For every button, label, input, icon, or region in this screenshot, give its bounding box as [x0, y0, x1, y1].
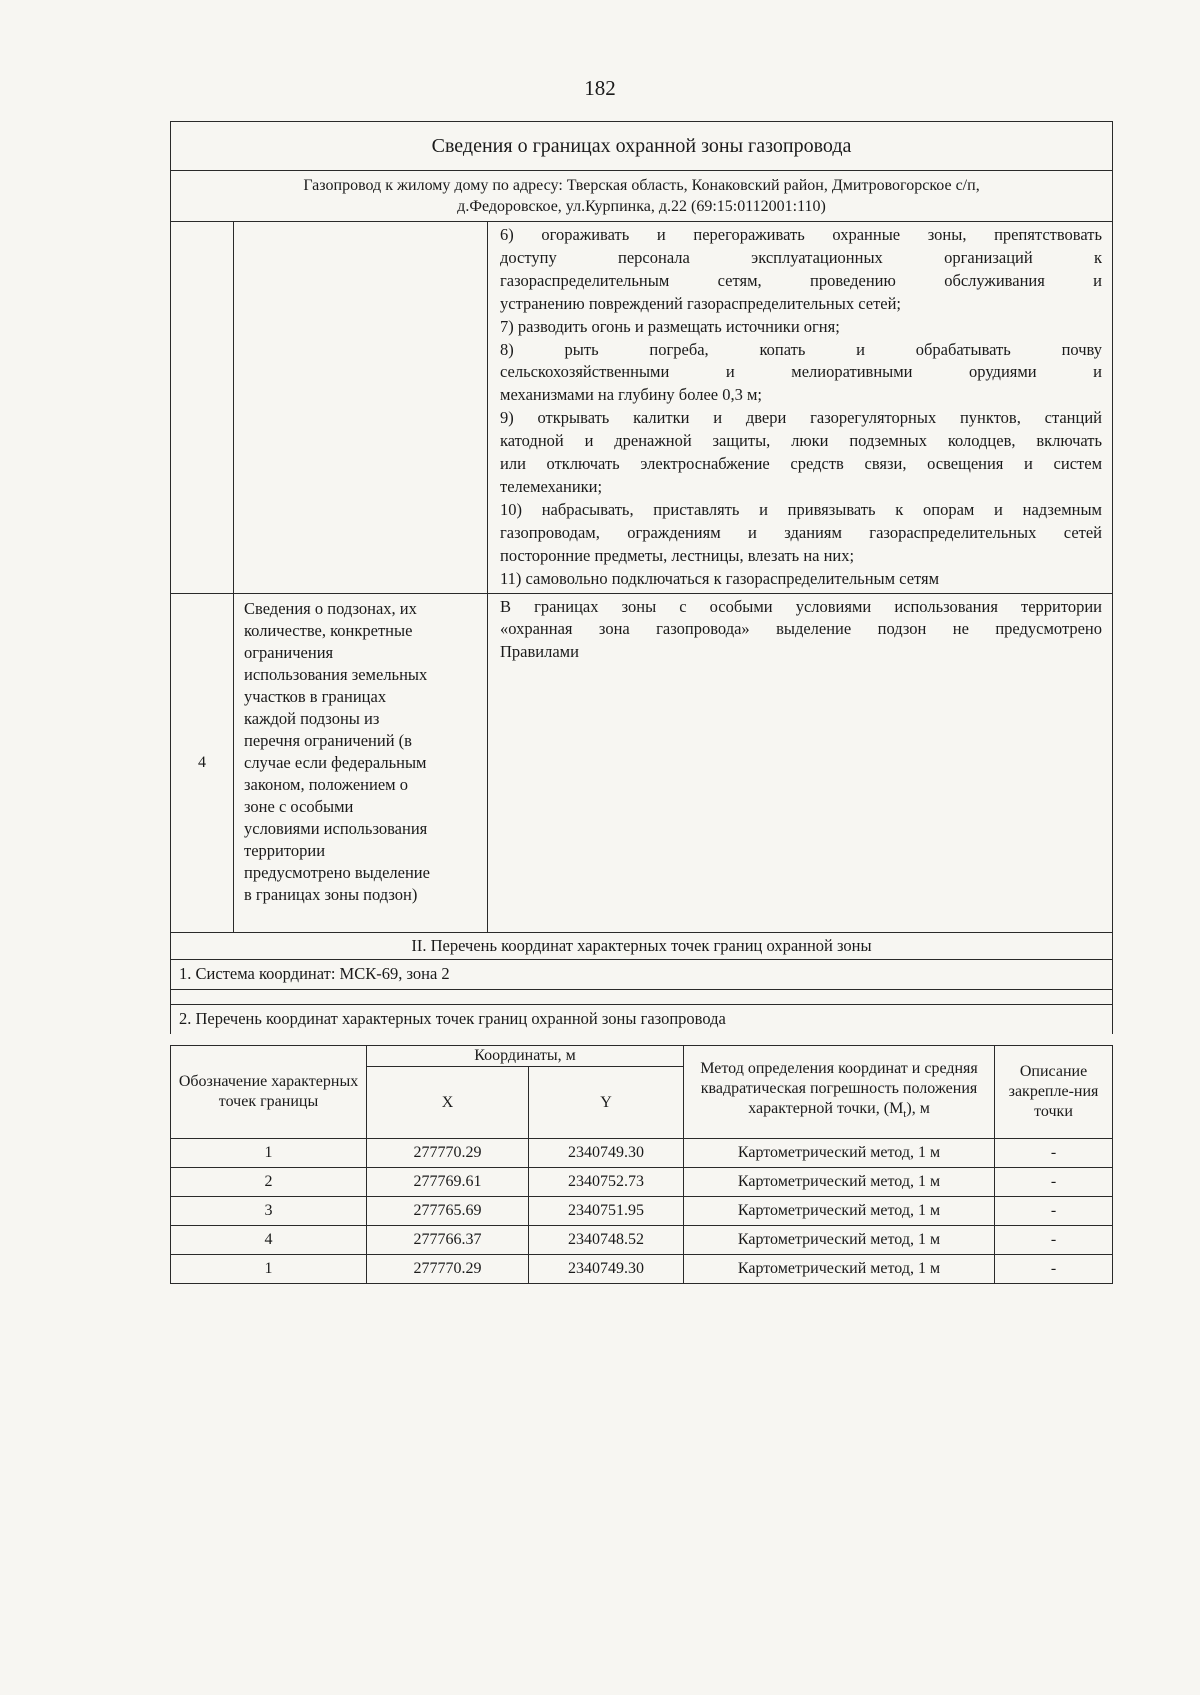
point-y: 2340752.73	[529, 1168, 684, 1197]
text-line: 6) огораживать и перегораживать охранные зоны, препятствовать	[500, 225, 1103, 244]
table-subtitle	[171, 171, 1113, 222]
text-line: 10) набрасывать, приставлять и привязывать к опорам и надземным	[500, 499, 1103, 519]
point-method: Картометрический метод, 1 м	[684, 1197, 995, 1226]
point-y: 2340748.52	[529, 1226, 684, 1255]
label-line: законом, положением о	[244, 774, 408, 794]
point-description: -	[995, 1226, 1113, 1255]
table-row	[171, 222, 1113, 594]
header-description: Описание закрепле-ния точки	[995, 1046, 1113, 1139]
point-method: Картометрический метод, 1 м	[684, 1226, 995, 1255]
coordinates-table	[170, 1045, 1113, 1284]
restrictions-list	[488, 222, 1113, 594]
section-title: II. Перечень координат характерных точек границ охранной зоны	[171, 932, 1113, 959]
coord-list-title: 2. Перечень координат характерных точек границ охранной зоны газопровода	[171, 1004, 1113, 1034]
point-method: Картометрический метод, 1 м	[684, 1168, 995, 1197]
table-row	[171, 1168, 1113, 1197]
header-method: Метод определения координат и средняя квадратическая погрешность положения характерной точки, $(M_t)$, м	[684, 1046, 995, 1139]
table-row	[171, 1226, 1113, 1255]
point-number: 2	[171, 1168, 367, 1197]
subzones-content	[488, 593, 1113, 932]
point-y: 2340749.30	[529, 1255, 684, 1284]
subzones-label	[234, 593, 488, 932]
text-line: телемеханики;	[500, 476, 603, 496]
table-row	[171, 1197, 1113, 1226]
point-y: 2340751.95	[529, 1197, 684, 1226]
text-line: доступу персонала эксплуатационных организаций к	[500, 247, 1103, 267]
label-line: ограничения	[244, 642, 334, 662]
label-line: количестве, конкретные	[244, 620, 413, 640]
text-line: 7) разводить огонь и размещать источники огня;	[500, 316, 840, 336]
header-designation: Обозначение характерных точек границы	[171, 1046, 367, 1139]
point-description: -	[995, 1168, 1113, 1197]
point-x: 277770.29	[367, 1139, 529, 1168]
table-row	[171, 593, 1113, 932]
row-label-cell	[234, 222, 488, 594]
row-number-cell	[171, 222, 234, 594]
label-line: случае если федеральным	[244, 752, 427, 772]
point-description: -	[995, 1197, 1113, 1226]
table-row	[171, 1139, 1113, 1168]
label-line: условиями использования	[244, 818, 428, 838]
table-row	[171, 1255, 1113, 1284]
text-line: катодной и дренажной защиты, люки подземных колодцев, включать	[500, 431, 1103, 451]
text-line: газораспределительным сетям, проведению обслуживания и	[500, 270, 1103, 290]
point-number: 3	[171, 1197, 367, 1226]
text-line: 9) открывать калитки и двери газорегуляторных пунктов, станций	[500, 408, 1103, 428]
point-description: -	[995, 1255, 1113, 1284]
text-line: газопроводам, ограждениям и зданиям газораспределительных сетей	[500, 522, 1103, 542]
text-line: или отключать электроснабжение средств связи, освещения и систем	[500, 454, 1103, 474]
subtitle-line: д.Федоровское, ул.Курпинка, д.22 (69:15:0112001:110)	[457, 198, 826, 215]
label-line: предусмотрено выделение	[244, 862, 430, 882]
protection-zone-table	[170, 121, 1113, 1034]
label-line: Сведения о подзонах, их	[244, 598, 417, 618]
point-x: 277765.69	[367, 1197, 529, 1226]
point-y: 2340749.30	[529, 1139, 684, 1168]
point-x: 277766.37	[367, 1226, 529, 1255]
label-line: участков в границах	[244, 686, 387, 706]
text-line: 8) рыть погреба, копать и обрабатывать почву	[500, 339, 1103, 359]
text-line: 11) самовольно подключаться к газораспределительным сетям	[500, 568, 940, 588]
label-line: использования земельных	[244, 664, 428, 684]
row-number: 4	[171, 593, 234, 932]
header-coordinates: Координаты, м	[367, 1046, 684, 1067]
label-line: каждой подзоны из	[244, 708, 380, 728]
point-x: 277769.61	[367, 1168, 529, 1197]
subtitle-line: Газопровод к жилому дому по адресу: Тверская область, Конаковский район, Дмитровогорское с/п,	[303, 177, 980, 194]
label-line: территории	[244, 840, 326, 860]
page-number: 182	[584, 76, 616, 100]
spacer	[171, 989, 1113, 1004]
label-line: перечня ограничений (в	[244, 730, 412, 750]
text-line: В границах зоны с особыми условиями использования территории	[500, 596, 1103, 616]
point-number: 4	[171, 1226, 367, 1255]
text-line: Правилами	[500, 642, 579, 662]
text-line: «охранная зона газопровода» выделение подзон не предусмотрено	[500, 619, 1103, 639]
point-number: 1	[171, 1255, 367, 1284]
label-line: в границах зоны подзон)	[244, 884, 418, 904]
header-y: Y	[529, 1067, 684, 1139]
point-x: 277770.29	[367, 1255, 529, 1284]
coordinate-system: 1. Система координат: МСК-69, зона 2	[171, 959, 1113, 989]
point-method: Картометрический метод, 1 м	[684, 1255, 995, 1284]
text-line: посторонние предметы, лестницы, влезать на них;	[500, 545, 855, 565]
point-description: -	[995, 1139, 1113, 1168]
text-line: устранению повреждений газораспределительных сетей;	[500, 293, 902, 313]
text-line: механизмами на глубину более 0,3 м;	[500, 385, 763, 405]
point-number: 1	[171, 1139, 367, 1168]
text-line: сельскохозяйственными и мелиоративными орудиями и	[500, 362, 1103, 382]
point-method: Картометрический метод, 1 м	[684, 1139, 995, 1168]
table-title: Сведения о границах охранной зоны газопровода	[171, 122, 1113, 171]
header-x: X	[367, 1067, 529, 1139]
label-line: зоне с особыми	[244, 796, 354, 816]
